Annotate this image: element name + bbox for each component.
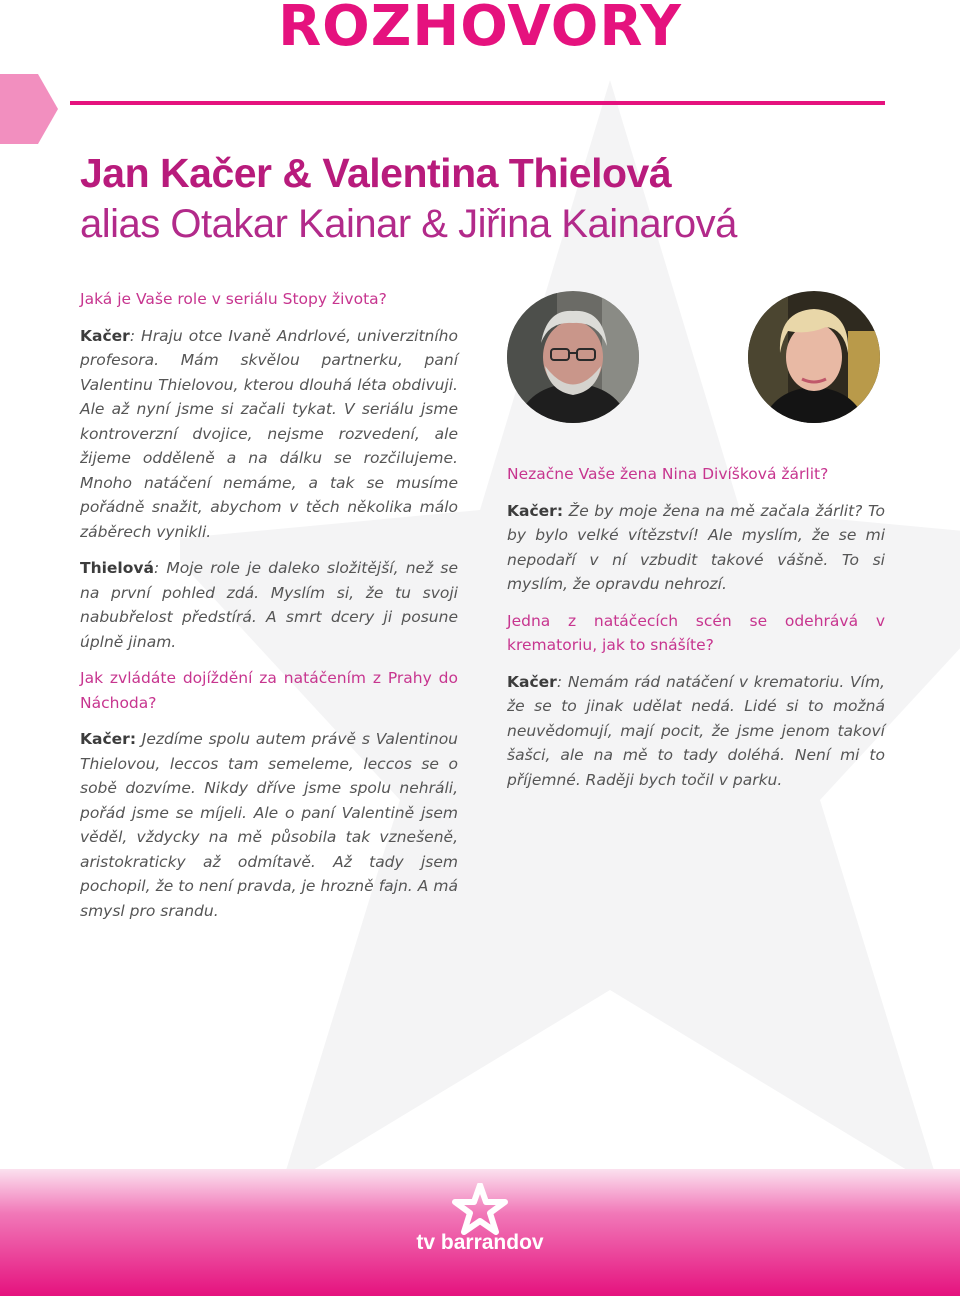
answer-kacer-commute	[80, 727, 458, 923]
header-divider	[70, 101, 885, 105]
article-subheadline: alias Otakar Kainar & Jiřina Kainarová	[80, 202, 737, 246]
answer-text: : Moje role je daleko složitější, než se na první pohled zdá. Myslím si, že tu svoji nabubřelost předstírá. A smrt dcery ji posune úplně jinam.	[80, 559, 458, 651]
question-crematorium: Jedna z natáčecích scén se odehrává v krematoriu, jak to snášíte?	[507, 611, 885, 654]
photo-valentina-thielova	[748, 291, 880, 423]
footer-band	[0, 1169, 960, 1296]
left-column	[80, 287, 458, 935]
question-commute: Jak zvládáte dojíždění za natáčením z Prahy do Náchoda?	[80, 669, 458, 712]
answer-text: Že by moje žena na mě začala žárlit? To by bylo velké vítězství! Ale myslím, že se mi nepodaří v ní vzbudit takové vášně. To si myslím, že opravdu nehrozí.	[507, 501, 885, 593]
answer-text: : Hraju otce Ivaně Andrlové, univerzitního profesora. Mám skvělou partnerku, paní Valentinu Thielovou, kterou dlouhá léta obdivuji. Ale až nyní jsme si začali tykat. V seriálu jsme kontroverzní dvojice, nejsme rozvedení, ale žijeme odděleně a na dálku se rozčilujeme. Mnoho natáčení nemáme, a tak se musíme pořádně snažit, abychom v těch několika málo záběrech vynikli.	[80, 326, 458, 541]
answer-kacer-crematorium	[507, 670, 885, 793]
article-headline: Jan Kačer & Valentina Thielová	[80, 150, 672, 196]
question-role: Jaká je Vaše role v seriálu Stopy života?	[80, 290, 387, 308]
speaker-kacer: Kačer	[80, 326, 130, 345]
right-column	[507, 462, 885, 804]
section-title: ROZHOVORY	[278, 0, 682, 59]
answer-kacer-jealousy	[507, 499, 885, 597]
speaker-kacer: Kačer	[507, 672, 557, 691]
photo-jan-kacer	[507, 291, 639, 423]
answer-thielova-role	[80, 556, 458, 654]
question-jealousy: Nezačne Vaše žena Nina Divíšková žárlit?	[507, 465, 829, 483]
answer-text: : Nemám rád natáčení v krematoriu. Vím, že se to jinak udělat nedá. Lidé si to možná neuvědomují, mají pocit, že jsme jenom takoví šašci, ale na mě to tady doléhá. Není mi to příjemné. Raději bych točil v parku.	[507, 672, 885, 789]
tv-barrandov-logo-text: tv barrandov	[416, 1231, 544, 1254]
answer-text: Jezdíme spolu autem právě s Valentinou Thielovou, leccos tam semeleme, leccos se o sobě dozvíme. Nikdy dříve jsme spolu nehráli, pořád jsme se míjeli. Ale o paní Valentině jsem věděl, vždycky na mě působila tak vznešeně, aristokraticky až odmítavě. Až tady jsem pochopil, že to není pravda, je hrozně fajn. A má smysl pro srandu.	[80, 730, 458, 920]
answer-kacer-role	[80, 324, 458, 545]
speaker-kacer: Kačer:	[80, 730, 137, 748]
speaker-kacer: Kačer:	[507, 501, 564, 520]
tv-barrandov-star-icon	[452, 1183, 508, 1235]
speaker-thielova: Thielová	[80, 559, 154, 577]
arrow-tab-icon	[0, 74, 58, 144]
